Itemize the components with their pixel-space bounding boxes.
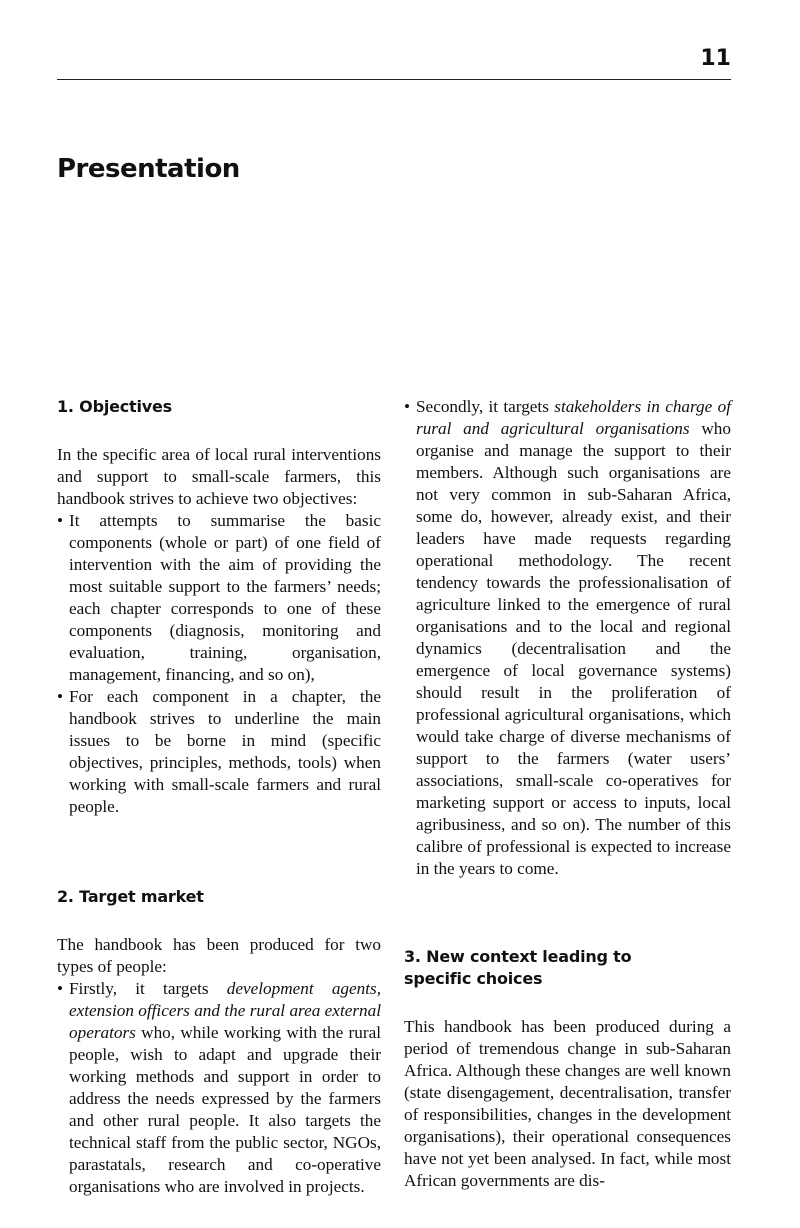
section-heading-new-context [404, 946, 731, 990]
bullet-text-emphasis: development agents, extension officers and the rural area external operators [69, 979, 381, 1042]
left-column [57, 396, 381, 1198]
bullet-text: It attempts to summarise the basic components (whole or part) of one field of intervention with the aim of providing the most suitable support to the farmers’ needs; each chapter corresponds to one of these components (diagnosis, monitoring and evaluation, training, organisation, management, financing, and so on), [69, 511, 381, 684]
bullet-icon: • [57, 687, 64, 706]
target-market-intro: The handbook has been produced for two types of people: [57, 935, 381, 976]
objectives-intro: In the specific area of local rural interventions and support to small-scale farmers, this handbook strives to achieve two objectives: [57, 445, 381, 508]
heading-line: specific choices [404, 969, 543, 988]
header-rule [57, 79, 731, 80]
objectives-bullet [57, 510, 381, 686]
section-heading-target-market: 2. Target market [57, 887, 204, 906]
heading-line: 3. New context leading to [404, 947, 632, 966]
section-heading-objectives: 1. Objectives [57, 397, 172, 416]
bullet-icon: • [404, 397, 411, 416]
bullet-text-lead: Firstly, it targets [69, 979, 227, 998]
bullet-icon: • [57, 979, 64, 998]
page-title: Presentation [57, 154, 240, 184]
new-context-paragraph: This handbook has been produced during a period of tremendous change in sub-Saharan Africa. Although these changes are well known (state disengagement, decentralisation, transfer of responsibilities, changes in the development organisations), their operational consequences have not yet been analysed. In fact, while most African governments are dis- [404, 1017, 731, 1190]
page-number: 11 [700, 46, 731, 71]
objectives-bullet [57, 686, 381, 818]
bullet-text-emphasis: stakeholders in charge of rural and agricultural organisations [416, 397, 731, 438]
bullet-text: For each component in a chapter, the handbook strives to underline the main issues to be borne in mind (specific objectives, principles, methods, tools) when working with small-scale farmers and rural people. [69, 687, 381, 816]
bullet-text-rest: who, while working with the rural people, wish to adapt and upgrade their working methods and support in order to address the needs expressed by the farmers and other rural people. It also targets the technical staff from the public sector, NGOs, parastatals, research and co-operative organisations who are involved in projects. [69, 1023, 381, 1196]
bullet-text-rest: who organise and manage the support to their members. Although such organisations are not very common in sub-Saharan Africa, some do, however, already exist, and their leaders have made requests regarding operational methodology. The recent tendency towards the professionalisation of agriculture linked to the emergence of rural organisations and to the local and regional dynamics (decentralisation and the emergence of local governance systems) should result in the proliferation of professional agricultural organisations, which would take charge of diverse mechanisms of support to the farmers (water users’ associations, small-scale co-operatives for marketing support or access to inputs, local agribusiness, and so on). The number of this calibre of professional is expected to increase in the years to come. [416, 419, 731, 878]
target-market-bullet [404, 396, 731, 880]
bullet-icon: • [57, 511, 64, 530]
target-market-bullet [57, 978, 381, 1198]
bullet-text-lead: Secondly, it targets [416, 397, 555, 416]
right-column [404, 396, 731, 1192]
